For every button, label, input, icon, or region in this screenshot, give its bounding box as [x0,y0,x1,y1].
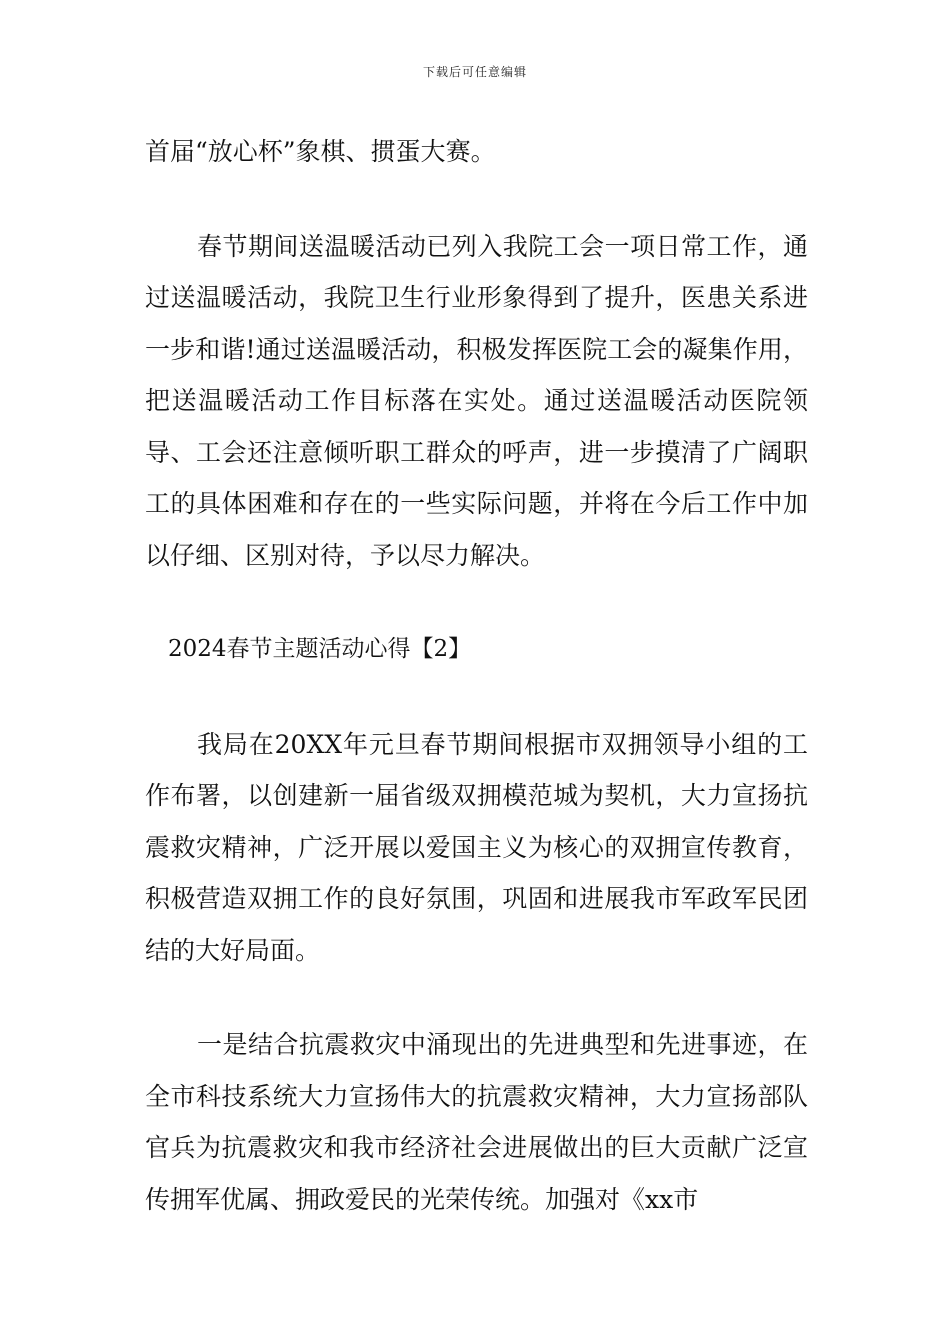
section-heading: 2024春节主题活动心得【2】 [168,636,472,662]
document-body [145,126,808,1225]
paragraph-continuation: 首届“放心杯”象棋、掼蛋大赛。 [145,137,496,166]
paragraph-bureau-work: 我局在20XX年元旦春节期间根据市双拥领导小组的工作布署，以创建新一届省级双拥模范城为契机，大力宣扬抗震救灾精神，广泛开展以爱国主义为核心的双拥宣传教育，积极营造双拥工作的良好氛围，巩固和进展我市军政军民团结的大好局面。 [145,729,808,965]
paragraph-warmth-activity: 春节期间送温暖活动已列入我院工会一项日常工作，通过送温暖活动，我院卫生行业形象得到了提升，医患关系进一步和谐!通过送温暖活动，积极发挥医院工会的凝集作用，把送温暖活动工作目标落在实处。通过送温暖活动医院领导、工会还注意倾听职工群众的呼声，进一步摸清了广阔职工的具体困难和存在的一些实际问题，并将在今后工作中加以仔细、区别对待，予以尽力解决。 [145,231,808,570]
page-header: 下载后可任意编辑 [422,65,527,79]
paragraph-point-one: 一是结合抗震救灾中涌现出的先进典型和先进事迹，在全市科技系统大力宣扬伟大的抗震救灾精神，大力宣扬部队官兵为抗震救灾和我市经济社会进展做出的巨大贡献广泛宣传拥军优属、拥政爱民的光荣传统。加强对《xx市 [145,1030,808,1214]
